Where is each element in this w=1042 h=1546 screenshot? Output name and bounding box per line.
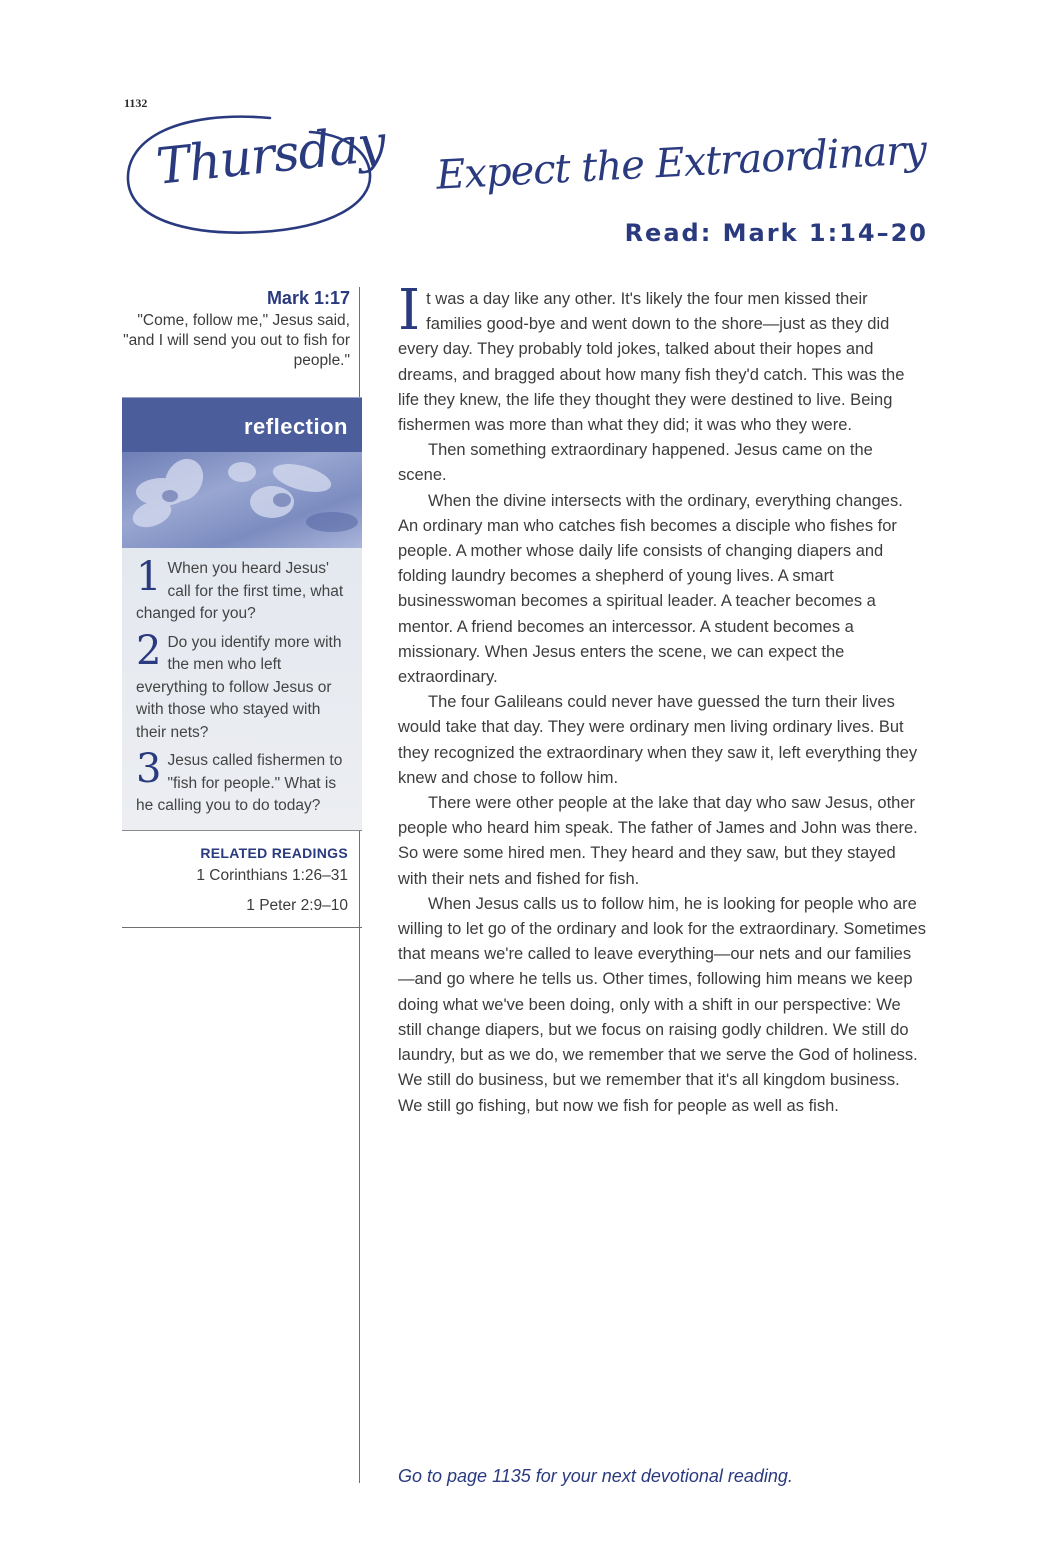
flower-image: [122, 452, 362, 548]
day-heading: Thursday: [153, 114, 388, 196]
page-number: 1132: [124, 96, 148, 110]
verse-reference: Mark 1:17: [266, 288, 350, 308]
body-paragraph: The four Galileans could never have guessed the turn their lives would take that day. They were ordinary men living ordinary lives. But they recognized the extraordinary when they saw it, left everything they knew and chose to follow him.: [398, 693, 918, 787]
related-divider: [122, 927, 362, 928]
question-number: 2: [136, 627, 162, 674]
reflection-question: [136, 746, 350, 818]
question-text: Jesus called fishermen to "fish for people." What is he calling you to do today?: [136, 752, 343, 814]
related-readings: [122, 831, 362, 921]
reflection-question: [136, 554, 350, 626]
question-number: 3: [136, 746, 162, 792]
next-reading-note: Go to page 1135 for your next devotional reading.: [398, 1466, 793, 1486]
reflection-question: [136, 627, 350, 745]
related-reading-link[interactable]: 1 Peter 2:9–10: [246, 896, 348, 914]
related-readings-title: RELATED READINGS: [200, 844, 348, 861]
drop-cap: I: [398, 278, 421, 343]
read-reference: Read: Mark 1:14–20: [624, 219, 928, 247]
body-paragraph: There were other people at the lake that day who saw Jesus, other people who heard him speak. The father of James and John was there. So were some hired men. They heard and they saw, but they stayed with their nets and fished for fish.: [398, 794, 918, 888]
question-text: When you heard Jesus' call for the first time, what changed for you?: [136, 560, 344, 622]
devotional-body: [398, 278, 926, 1119]
reflection-box: [122, 397, 362, 831]
body-paragraph: [398, 278, 926, 438]
reflection-questions: [122, 548, 362, 831]
body-paragraph: When Jesus calls us to follow him, he is looking for people who are willing to let go of the ordinary and look for the extraordinary. Sometimes that means we're called to leave everything—our nets and our families—and go where he tells us. Other times, following him means we keep doing what we've been doing, only with a shift in our perspective: We still change diapers, but we focus on raising godly children. We still do laundry, but as we do, we remember that we serve the God of holiness. We still do business, but we remember that it's all kingdom business. We still go fishing, but now we fish for people as well as fish.: [398, 894, 926, 1115]
body-paragraph: When the divine intersects with the ordinary, everything changes. An ordinary man who catches fish becomes a disciple who fishes for people. A mother whose daily life consists of changing diapers and folding laundry becomes a shepherd of young lives. A smart businesswoman becomes a spiritual leader. A teacher becomes a mentor. A friend becomes an intercessor. A student becomes a missionary. When Jesus enters the scene, we can expect the extraordinary.: [398, 491, 903, 687]
reflection-header: reflection: [122, 398, 362, 452]
flower-illustration: [122, 452, 362, 548]
related-reading-link[interactable]: 1 Corinthians 1:26–31: [196, 866, 348, 884]
verse-text: "Come, follow me," Jesus said, "and I will send you out to fish for people.": [123, 312, 350, 369]
body-paragraph: Then something extraordinary happened. Jesus came on the scene.: [398, 441, 873, 485]
question-number: 1: [136, 554, 162, 600]
day-badge: [120, 108, 388, 238]
devotional-title: Expect the Extraordinary: [434, 127, 927, 199]
question-text: Do you identify more with the men who left everything to follow Jesus or with those who stayed with their nets?: [136, 633, 342, 741]
sidebar: [122, 287, 362, 928]
first-paragraph-text: t was a day like any other. It's likely the four men kissed their families good-bye and went down to the shore—just as they did every day. They probably told jokes, talked about their hopes and dreams, and bragged about how many fish they'd catch. This was the life they knew, the life they thought they were destined to live. Being fishermen was more than what they did; it was who they were.: [398, 290, 905, 435]
